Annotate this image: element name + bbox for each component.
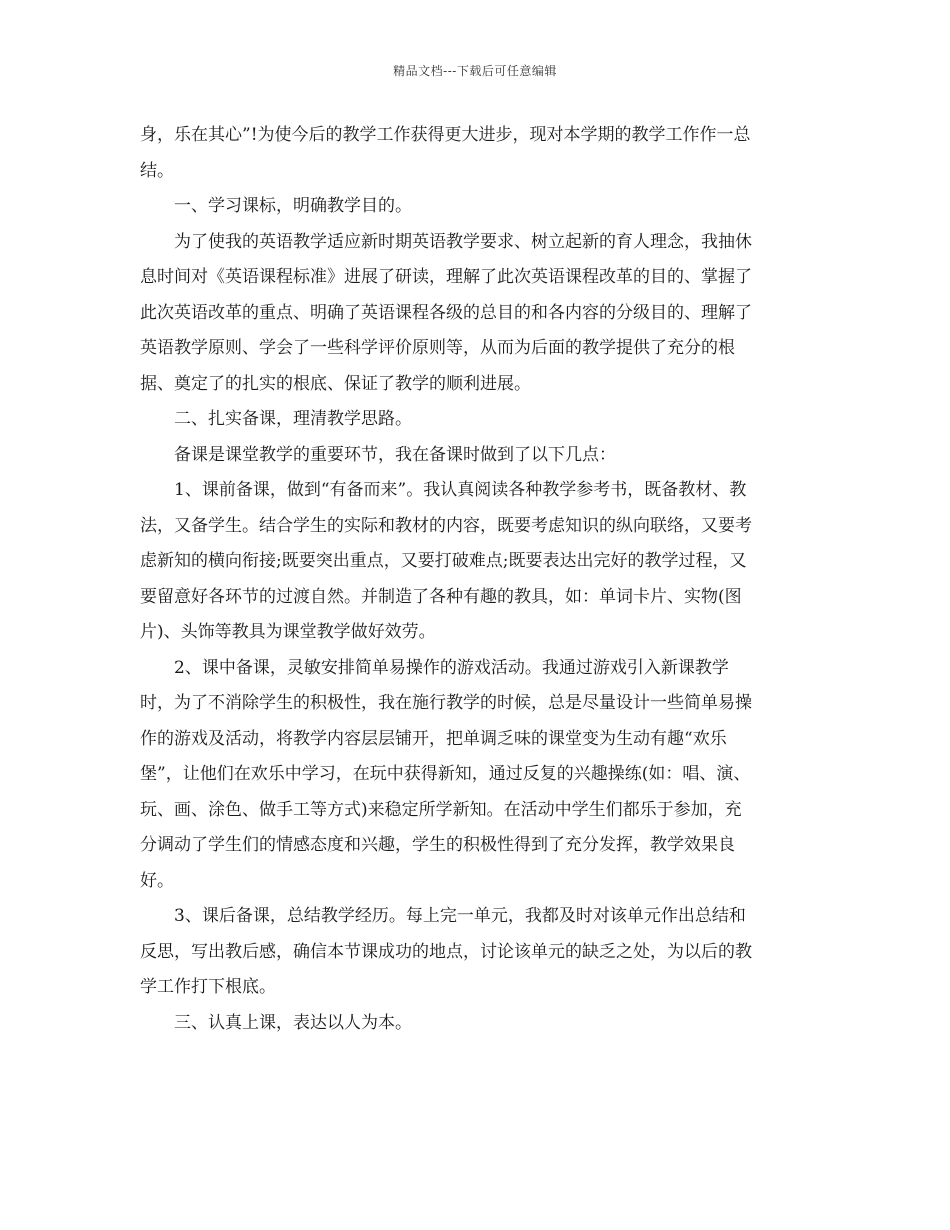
- text-line: 身，乐在其心”!为使今后的教学工作获得更大进步，现对本学期的教学工作作一总: [140, 125, 751, 145]
- text-line: 2、课中备课，灵敏安排简单易操作的游戏活动。我通过游戏引入新课教学: [174, 657, 729, 678]
- text-line: 息时间对《英语课程标准》进展了研读，理解了此次英语课程改革的目的、掌握了: [140, 267, 752, 287]
- text-line: 此次英语改革的重点、明确了英语课程各级的总目的和各内容的分级目的、理解了: [140, 302, 752, 323]
- text-line: 结。: [140, 160, 174, 181]
- text-line: 作的游戏及活动，将教学内容层层铺开，把单调乏味的课堂变为生动有趣“欢乐: [140, 728, 727, 749]
- paragraph: [140, 651, 812, 900]
- paragraph: [140, 899, 812, 1006]
- text-line: 三、认真上课，表达以人为本。: [174, 1012, 412, 1033]
- paragraph: [140, 189, 812, 225]
- text-line: 为了使我的英语教学适应新时期英语教学要求、树立起新的育人理念，我抽休: [174, 231, 752, 252]
- text-line: 反思，写出教后感，确信本节课成功的地点，讨论该单元的缺乏之处，为以后的教: [140, 941, 752, 962]
- paragraph: [140, 402, 812, 438]
- text-line: 法，又备学生。结合学生的实际和教材的内容，既要考虑知识的纵向联络，又要考: [140, 515, 752, 536]
- text-line: 1、课前备课，做到“有备而来”。我认真阅读各种教学参考书，既备教材、教: [174, 480, 747, 500]
- paragraph: [140, 473, 812, 651]
- text-line: 英语教学原则、学会了一些科学评价原则等，从而为后面的教学提供了充分的根: [140, 338, 735, 358]
- text-line: 一、学习课标，明确教学目的。: [174, 196, 412, 216]
- paragraph: [140, 438, 812, 474]
- text-line: 片)、头饰等教具为课堂教学做好效劳。: [140, 622, 436, 642]
- text-line: 学工作打下根底。: [140, 977, 276, 997]
- text-line: 二、扎实备课，理清教学思路。: [174, 409, 412, 429]
- page-header: 精品文档---下载后可任意编辑: [393, 64, 557, 78]
- text-line: 好。: [140, 870, 174, 891]
- text-line: 备课是课堂教学的重要环节，我在备课时做到了以下几点：: [174, 444, 616, 465]
- text-line: 据、奠定了的扎实的根底、保证了教学的顺利进展。: [140, 373, 531, 394]
- text-line: 虑新知的横向衔接;既要突出重点，又要打破难点;既要表达出完好的教学过程，又: [140, 551, 747, 571]
- text-line: 3、课后备课，总结教学经历。每上完一单元，我都及时对该单元作出总结和: [174, 906, 746, 926]
- paragraph: [140, 118, 812, 189]
- paragraph: [140, 1006, 812, 1042]
- paragraph: [140, 225, 812, 403]
- document-body: [140, 118, 812, 1041]
- text-line: 分调动了学生们的情感态度和兴趣，学生的积极性得到了充分发挥，教学效果良: [140, 835, 735, 855]
- text-line: 玩、画、涂色、做手工等方式)来稳定所学新知。在活动中学生们都乐于参加，充: [140, 799, 742, 820]
- text-line: 时，为了不消除学生的积极性，我在施行教学的时候，总是尽量设计一些简单易操: [140, 693, 752, 713]
- text-line: 要留意好各环节的过渡自然。并制造了各种有趣的教具，如：单词卡片、实物(图: [140, 586, 742, 607]
- text-line: 堡”，让他们在欢乐中学习，在玩中获得新知，通过反复的兴趣操练(如：唱、演、: [140, 764, 751, 784]
